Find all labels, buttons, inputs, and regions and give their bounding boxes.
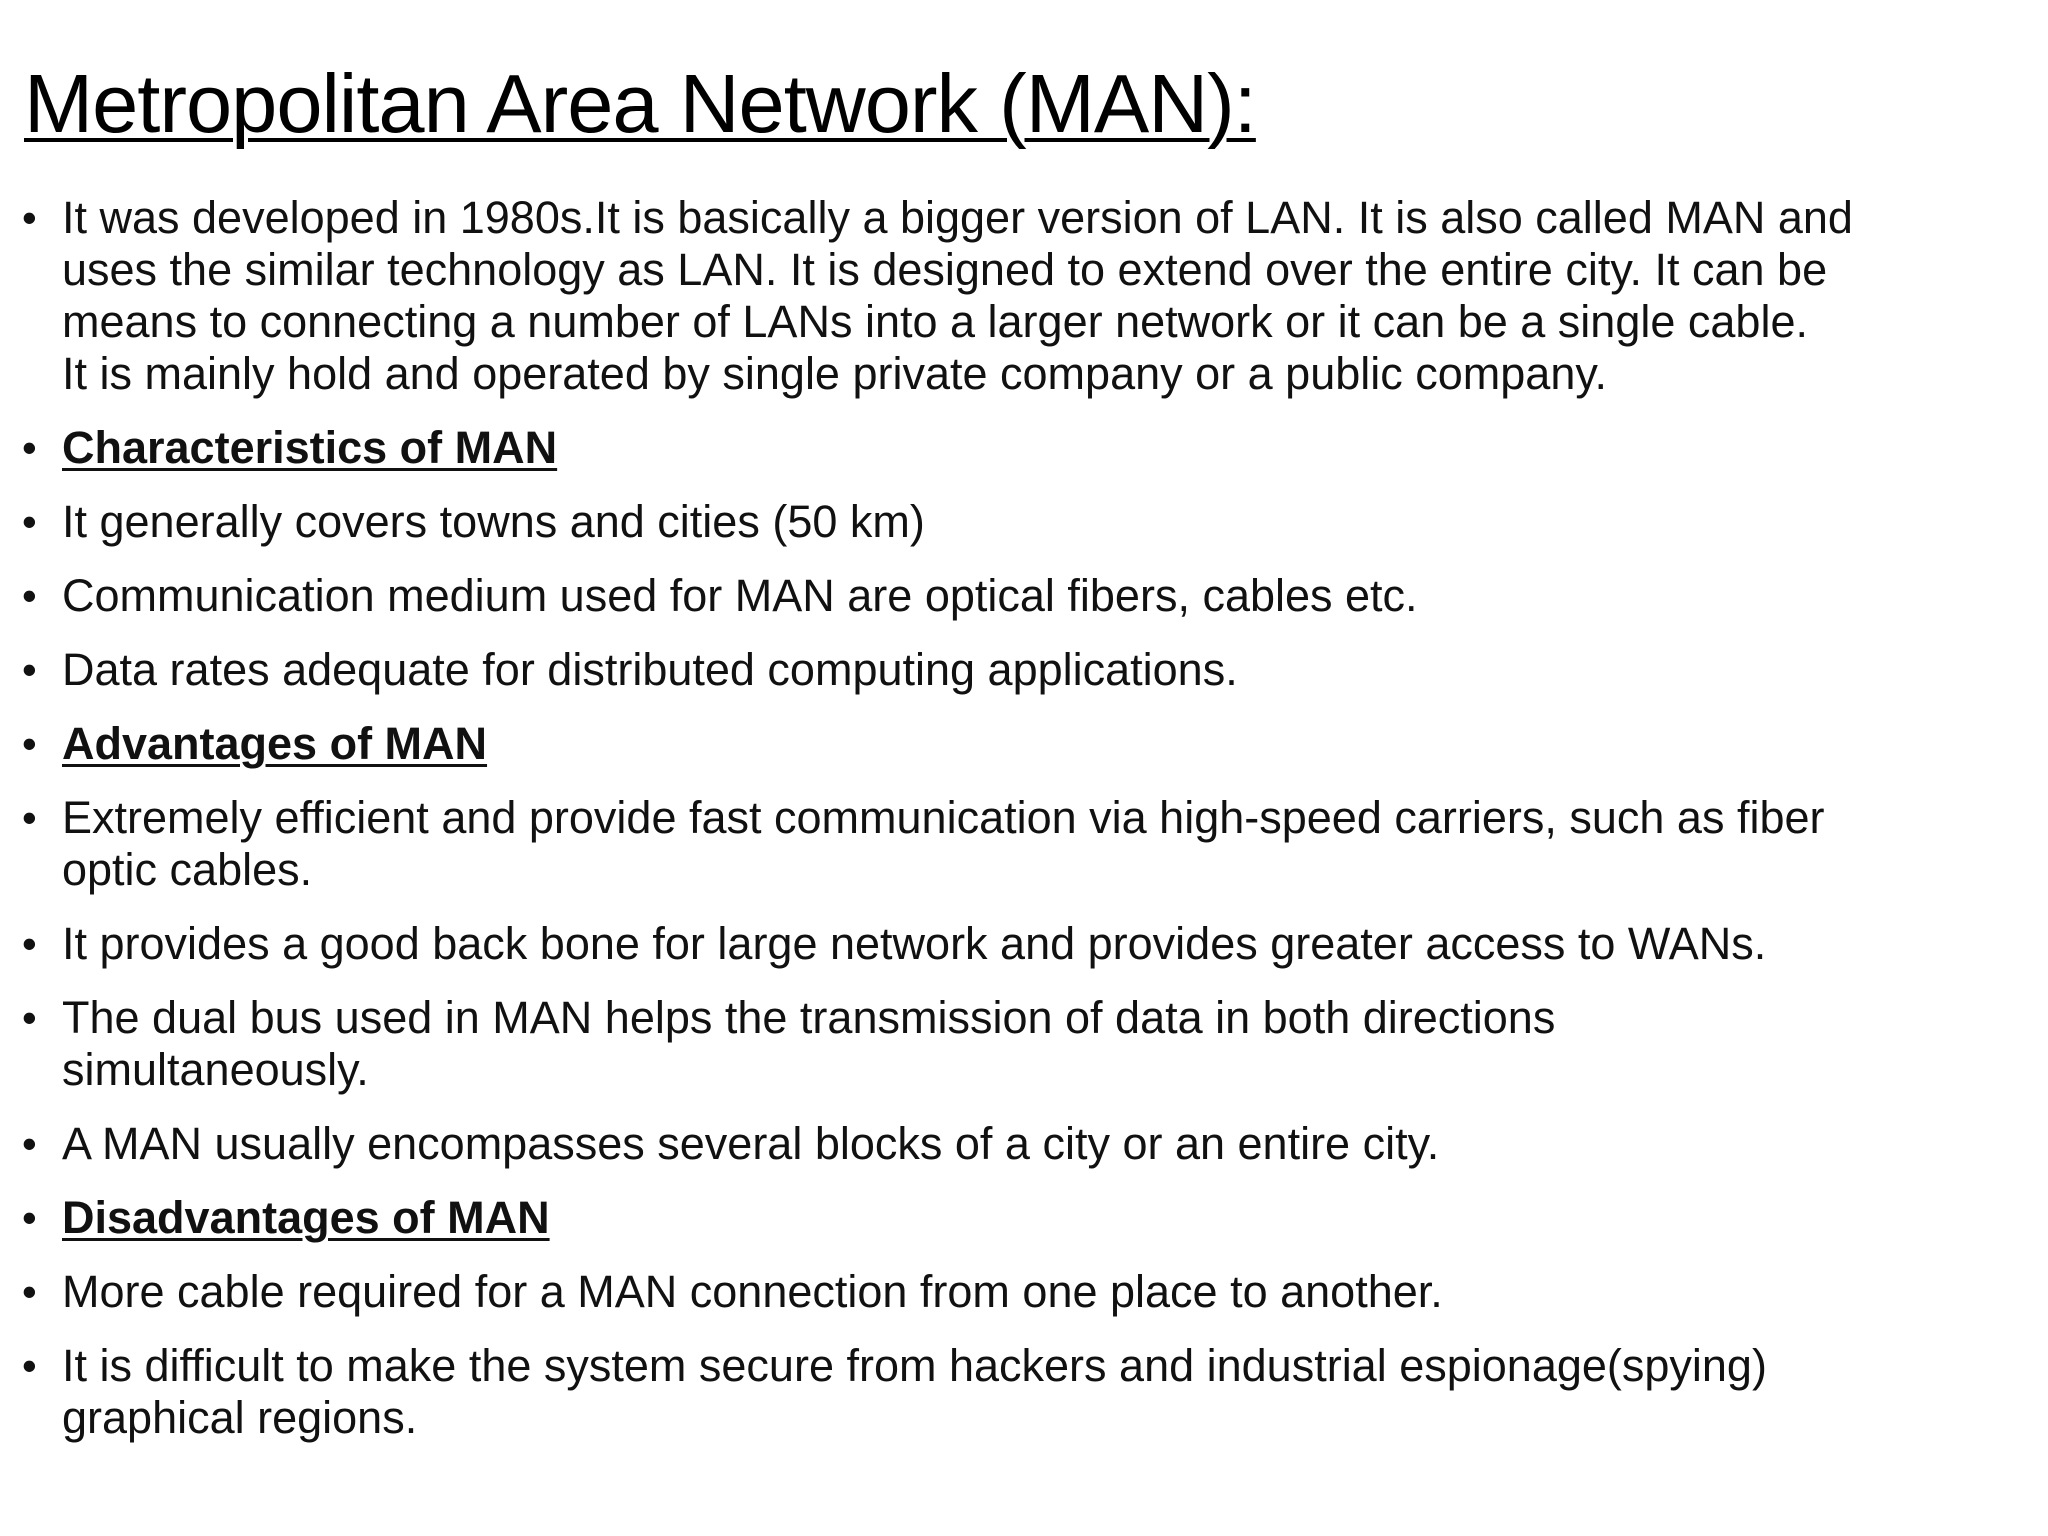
section-heading-item xyxy=(0,718,2040,770)
bullet-icon: • xyxy=(22,572,37,619)
bullet-icon: • xyxy=(22,920,37,967)
bullet-text-line: It generally covers towns and cities (50 km) xyxy=(62,496,925,547)
bullet-icon: • xyxy=(22,1194,37,1241)
list-item xyxy=(0,918,2040,970)
bullet-text-line: graphical regions. xyxy=(62,1392,418,1443)
bullet-icon: • xyxy=(22,1120,37,1167)
list-item xyxy=(0,1118,2040,1170)
list-item xyxy=(0,1266,2040,1318)
bullet-icon: • xyxy=(22,794,37,841)
section-heading xyxy=(62,1192,2040,1244)
list-item xyxy=(0,570,2040,622)
bullet-icon: • xyxy=(22,646,37,693)
bullet-text-line: Communication medium used for MAN are optical fibers, cables etc. xyxy=(62,570,1418,621)
section-heading-item xyxy=(0,1192,2040,1244)
bullet-text-line: More cable required for a MAN connection from one place to another. xyxy=(62,1266,1443,1317)
bullet-text-line: It is mainly hold and operated by single private company or a public company. xyxy=(62,348,1608,399)
list-item xyxy=(0,992,2040,1096)
bullet-text-line: Extremely efficient and provide fast communication via high-speed carriers, such as fiber xyxy=(62,792,1825,843)
bullet-text-line: It is difficult to make the system secure from hackers and industrial espionage(spying) xyxy=(62,1340,1767,1391)
bullet-icon: • xyxy=(22,994,37,1041)
bullet-text-line: The dual bus used in MAN helps the transmission of data in both directions xyxy=(62,992,1556,1043)
bullet-icon: • xyxy=(22,424,37,471)
bullet-icon: • xyxy=(22,498,37,545)
bullet-icon: • xyxy=(22,194,37,241)
slide-title: Metropolitan Area Network (MAN): xyxy=(24,57,1256,150)
bullet-text-line: optic cables. xyxy=(62,844,313,895)
list-item xyxy=(0,192,2040,400)
list-item xyxy=(0,644,2040,696)
bullet-icon: • xyxy=(22,1268,37,1315)
bullet-icon: • xyxy=(22,1342,37,1389)
bullet-icon: • xyxy=(22,720,37,767)
bullet-text-line: It was developed in 1980s.It is basically a bigger version of LAN. It is also called MAN and xyxy=(62,192,1853,243)
list-item xyxy=(0,1340,2040,1444)
bullet-text-line: simultaneously. xyxy=(62,1044,369,1095)
section-heading-label: Advantages of MAN xyxy=(62,718,488,769)
list-item xyxy=(0,496,2040,548)
bullet-list xyxy=(0,192,2040,1466)
section-heading-label: Disadvantages of MAN xyxy=(62,1192,550,1243)
bullet-text-line: Data rates adequate for distributed computing applications. xyxy=(62,644,1238,695)
section-heading-item xyxy=(0,422,2040,474)
section-heading-label: Characteristics of MAN xyxy=(62,422,558,473)
bullet-text-line: uses the similar technology as LAN. It is designed to extend over the entire city. It can be xyxy=(62,244,1828,295)
section-heading xyxy=(62,718,2040,770)
bullet-text-line: means to connecting a number of LANs into a larger network or it can be a single cable. xyxy=(62,296,1808,347)
bullet-text-line: It provides a good back bone for large network and provides greater access to WANs. xyxy=(62,918,1767,969)
list-item xyxy=(0,792,2040,896)
bullet-text-line: A MAN usually encompasses several blocks of a city or an entire city. xyxy=(62,1118,1440,1169)
section-heading xyxy=(62,422,2040,474)
